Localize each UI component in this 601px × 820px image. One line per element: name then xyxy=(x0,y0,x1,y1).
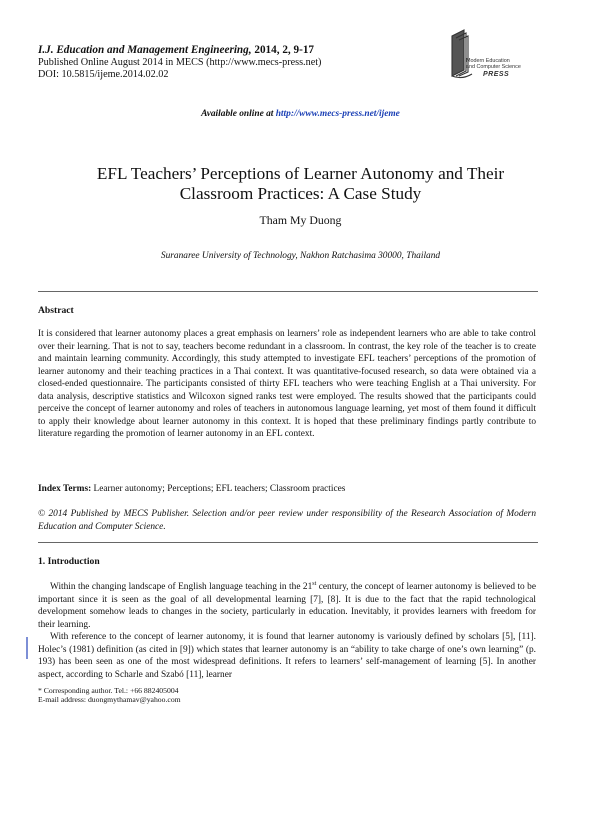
abstract-heading: Abstract xyxy=(38,305,74,316)
availability-label: Available online at xyxy=(201,109,276,119)
availability-line xyxy=(0,109,601,119)
journal-url-link[interactable]: http://www.mecs-press.net/ijeme xyxy=(275,109,400,119)
abstract-text: It is considered that learner autonomy places a great emphasis on learners’ role as independent learners who are able to take control over their learning. That is not to say, teachers become redundant in a classroom. In contrast, the key role of the teacher is to create and maintain learning community. Accordingly, this study attempted to investigate EFL teachers’ perceptions of the promotion of learner autonomy and their teaching practices in a Thai context. It was quantitative-focused research, so data were obtained via a closed-ended questionnaire. The participants consisted of thirty EFL teachers who were teaching English at a Thai university. For data analysis, descriptive statistics and Wilcoxon signed ranks test were employed. The results showed that the participants could perceive the concept of learner autonomy and roles of teachers in autonomous language learning, yet most of them found it difficult to apply their knowledge about learner autonomy in this context. It is hoped that these preliminary findings partly contribute to literature regarding the promotion of learner autonomy in an EFL context. xyxy=(38,329,536,440)
index-terms-label: Index Terms: xyxy=(38,484,92,494)
introduction-heading: 1. Introduction xyxy=(38,556,100,567)
books-icon xyxy=(452,30,472,78)
index-terms-value: Learner autonomy; Perceptions; EFL teachers; Classroom practices xyxy=(91,484,346,494)
margin-marker xyxy=(26,637,28,659)
author-name: Tham My Duong xyxy=(259,213,342,227)
journal-citation xyxy=(38,44,321,57)
introduction-body xyxy=(38,581,536,681)
intro-p1-rest: century, the concept of learner autonomy is believed to be important since it is seen as the goal of all developmental learning [7], [8]. It is due to the fact that the rapid technological development somehow leads to changes in the society, particularly in education. Inevitably, it provides learners with freedom for their learning. xyxy=(38,582,536,630)
intro-p1-start: Within the changing landscape of English language teaching in the 21 xyxy=(50,582,313,592)
intro-paragraph-2: With reference to the concept of learner autonomy, it is found that learner autonomy is variously defined by scholars [5], [11]. Holec’s (1981) definition (as cited in [9]) which states that learner autonomy is an “ability to take charge of one’s own learning” (p. 193) has been seen as one of the most widespread definitions. It refers to learners’ self-management of learning [5]. In another aspect, according to Scharle and Szabó [11], learner xyxy=(38,632,536,680)
journal-header xyxy=(38,44,321,82)
divider-bottom xyxy=(38,542,538,543)
doi-line: DOI: 10.5815/ijeme.2014.02.02 xyxy=(38,69,169,81)
author-email: E-mail address: duongmythamav@yahoo.com xyxy=(38,695,181,705)
title-line-1: EFL Teachers’ Perceptions of Learner Autonomy and Their xyxy=(96,164,505,183)
logo-press: PRESS xyxy=(483,71,510,78)
logo-line-2: and Computer Science xyxy=(466,64,521,71)
title-line-2: Classroom Practices: A Case Study xyxy=(179,184,422,203)
published-line: Published Online August 2014 in MECS (http://www.mecs-press.net) xyxy=(38,56,322,68)
paper-title xyxy=(50,164,551,204)
copyright-notice: © 2014 Published by MECS Publisher. Selection and/or peer review under responsibility of the Research Association of Modern Education and Computer Science. xyxy=(38,509,536,532)
footnote xyxy=(38,686,181,705)
corresponding-author: * Corresponding author. Tel.: +66 882405004 xyxy=(38,686,179,695)
intro-paragraph-1 xyxy=(38,581,536,631)
journal-name: I.J. Education and Management Engineering, xyxy=(38,44,252,56)
divider-top xyxy=(38,291,538,292)
journal-issue: 2014, 2, 9-17 xyxy=(251,44,315,56)
author-affiliation: Suranaree University of Technology, Nakhon Ratchasima 30000, Thailand xyxy=(160,251,441,261)
index-terms xyxy=(38,483,536,496)
logo-caption xyxy=(466,58,521,70)
logo-line-1: Modern Education xyxy=(466,58,510,64)
ordinal-suffix: st xyxy=(312,581,317,587)
